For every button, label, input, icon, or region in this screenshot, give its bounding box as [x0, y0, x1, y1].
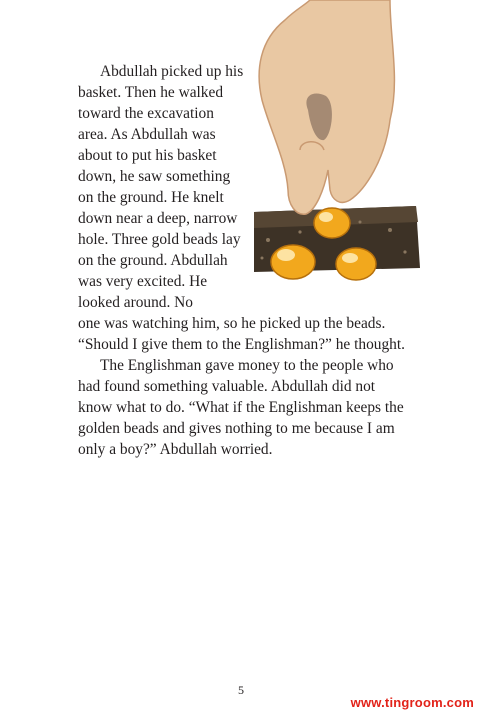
paragraph-line: on the ground. He knelt: [78, 189, 224, 206]
paragraph-line: golden beads and gives nothing to me because I am: [78, 420, 395, 437]
paragraph-line: toward the excavation: [78, 105, 214, 122]
paragraph-line: area. As Abdullah was: [78, 126, 216, 143]
paragraph-line: one was watching him, so he picked up the beads.: [78, 315, 386, 332]
paragraph-line: know what to do. “What if the Englishman keeps the: [78, 399, 404, 416]
paragraph-line: down, he saw something: [78, 168, 231, 185]
paragraph-line: hole. Three gold beads lay: [78, 231, 241, 248]
gold-bead-left: [271, 245, 315, 279]
paragraph-line: basket. Then he walked: [78, 84, 224, 101]
paragraph-line: only a boy?” Abdullah worried.: [78, 441, 273, 458]
paragraph-line: looked around. No: [78, 294, 193, 311]
paragraph-line: was very excited. He: [78, 273, 208, 290]
page-number: 5: [238, 683, 244, 697]
paragraph-line: down near a deep, narrow: [78, 210, 238, 227]
paragraph-line: “Should I give them to the Englishman?” he thought.: [78, 336, 405, 353]
watermark-link[interactable]: www.tingroom.com: [350, 695, 474, 710]
paragraph-line: Abdullah picked up his: [100, 63, 244, 80]
gold-bead-right: [336, 248, 376, 280]
paragraph-line: had found something valuable. Abdullah did not: [78, 378, 376, 395]
hand-with-gold-beads-illustration: [240, 0, 430, 300]
gold-bead-top: [314, 208, 350, 238]
paragraph-line: about to put his basket: [78, 147, 217, 164]
paragraph-line: on the ground. Abdullah: [78, 252, 228, 269]
paragraph-line: The Englishman gave money to the people who: [100, 357, 394, 374]
